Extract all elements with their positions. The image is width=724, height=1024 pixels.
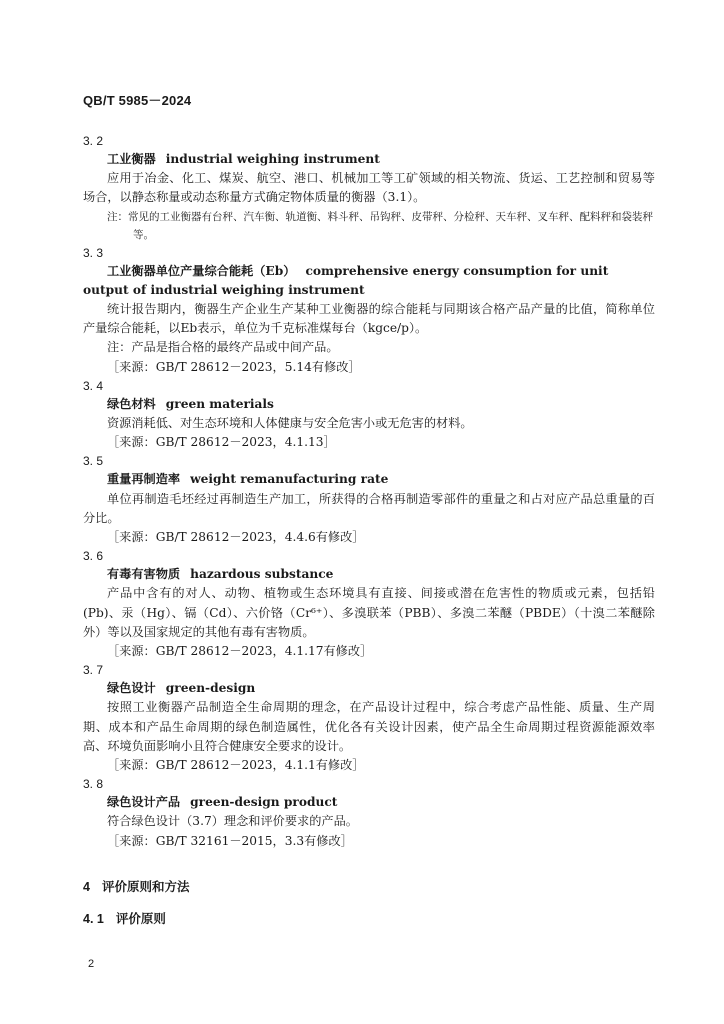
entry-3-3 <box>83 244 655 377</box>
entry-3-7 <box>83 661 655 775</box>
term-cn: 重量再制造率 <box>107 472 181 487</box>
term-cn: 有毒有害物质 <box>107 567 181 582</box>
term-cn: 工业衡器单位产量综合能耗（Eb） <box>107 263 296 278</box>
section-title: 评价原则 <box>115 912 166 926</box>
section-heading-4-1 <box>83 909 166 927</box>
entry-number: 3. 7 <box>83 663 104 678</box>
term-en: weight remanufacturing rate <box>190 472 389 487</box>
term-cn: 工业衡器 <box>107 152 156 166</box>
definition: 按照工业衡器产品制造全生命周期的理念，在产品设计过程中，综合考虑产品性能、质量、生产周期、成本和产品生命周期的绿色制造属性，优化各有关设计因素，使产品全生命周期过程资源能源效率高、环境负面影响小且符合健康安全要求的设计。 <box>83 700 655 753</box>
definition: 单位再制造毛坯经过再制造生产加工，所获得的合格再制造零部件的重量之和占对应产品总重量的百分比。 <box>83 491 655 525</box>
term-cn: 绿色设计产品 <box>107 795 181 810</box>
term-cn: 绿色设计 <box>107 681 156 696</box>
entry-number: 3. 4 <box>83 378 104 393</box>
term-title <box>107 395 655 414</box>
entry-number: 3. 2 <box>83 134 104 148</box>
entry-number: 3. 6 <box>83 549 104 564</box>
source-reference: ［来源：GB/T 28612－2023，4.1.17有修改］ <box>107 644 373 659</box>
section-heading-4 <box>83 877 189 895</box>
definition: 资源消耗低、对生态环境和人体健康与安全危害小或无危害的材料。 <box>107 416 473 431</box>
term-en: hazardous substance <box>190 567 334 582</box>
section-number: 4 <box>83 880 90 894</box>
definition: 统计报告期内，衡器生产企业生产某种工业衡器的综合能耗与同期该合格产品产量的比值，简称单位产量综合能耗，以Eb表示，单位为千克标准煤每台（kgce/p）。 <box>83 302 655 336</box>
note: 注：常见的工业衡器有台秤、汽车衡、轨道衡、料斗秤、吊钩秤、皮带秤、分检秤、天车秤、叉车秤、配料秤和袋装秤等。 <box>107 210 653 241</box>
source-reference: ［来源：GB/T 32161－2015，3.3有修改］ <box>107 833 353 848</box>
entry-number: 3. 3 <box>83 245 104 260</box>
entry-3-2 <box>83 132 655 244</box>
source-reference: ［来源：GB/T 28612－2023，4.4.6有修改］ <box>107 530 365 545</box>
source-reference: ［来源：GB/T 28612－2023，4.1.13］ <box>107 435 336 450</box>
term-title <box>107 679 655 698</box>
source-reference: ［来源：GB/T 28612－2023，4.1.1有修改］ <box>107 758 365 773</box>
term-title <box>107 565 655 584</box>
definition: 产品中含有的对人、动物、植物或生态环境具有直接、间接或潜在危害性的物质或元素，包括铅(Pb)、汞（Hg）、镉（Cd）、六价铬（Cr⁶⁺）、多溴联苯（PBB）、多溴二苯醚（PBDE）（十溴二苯醚除外）等以及国家规定的其他有毒有害物质。 <box>83 586 655 639</box>
source-reference: ［来源：GB/T 28612－2023，5.14有修改］ <box>107 359 361 374</box>
definition: 符合绿色设计（3.7）理念和评价要求的产品。 <box>107 814 358 829</box>
section-number: 4. 1 <box>83 912 104 926</box>
term-en: green materials <box>165 396 274 411</box>
standard-code: QB/T 5985－2024 <box>83 93 192 108</box>
entry-3-4 <box>83 377 655 453</box>
definition: 应用于冶金、化工、煤炭、航空、港口、机械加工等工矿领域的相关物流、货运、工艺控制和贸易等场合，以静态称量或动态称量方式确定物体质量的衡器（3.1）。 <box>83 171 655 205</box>
term-en: industrial weighing instrument <box>165 152 380 166</box>
entry-3-8 <box>83 775 655 851</box>
term-title <box>107 150 655 169</box>
entry-3-5 <box>83 452 655 547</box>
entry-number: 3. 8 <box>83 777 104 792</box>
term-en: green-design <box>165 681 256 696</box>
term-en: green-design product <box>190 795 338 810</box>
page-number: 2 <box>88 958 95 970</box>
entry-number: 3. 5 <box>83 454 104 469</box>
note: 注：产品是指合格的最终产品或中间产品。 <box>107 340 339 355</box>
term-cn: 绿色材料 <box>107 396 156 411</box>
term-title <box>83 262 655 300</box>
term-en: comprehensive energy consumption for unit output of industrial weighing instrument <box>83 263 609 297</box>
section-title: 评价原则和方法 <box>101 880 190 894</box>
term-title <box>107 470 655 489</box>
terms-content <box>83 132 655 851</box>
entry-3-6 <box>83 547 655 661</box>
term-title <box>107 793 655 812</box>
